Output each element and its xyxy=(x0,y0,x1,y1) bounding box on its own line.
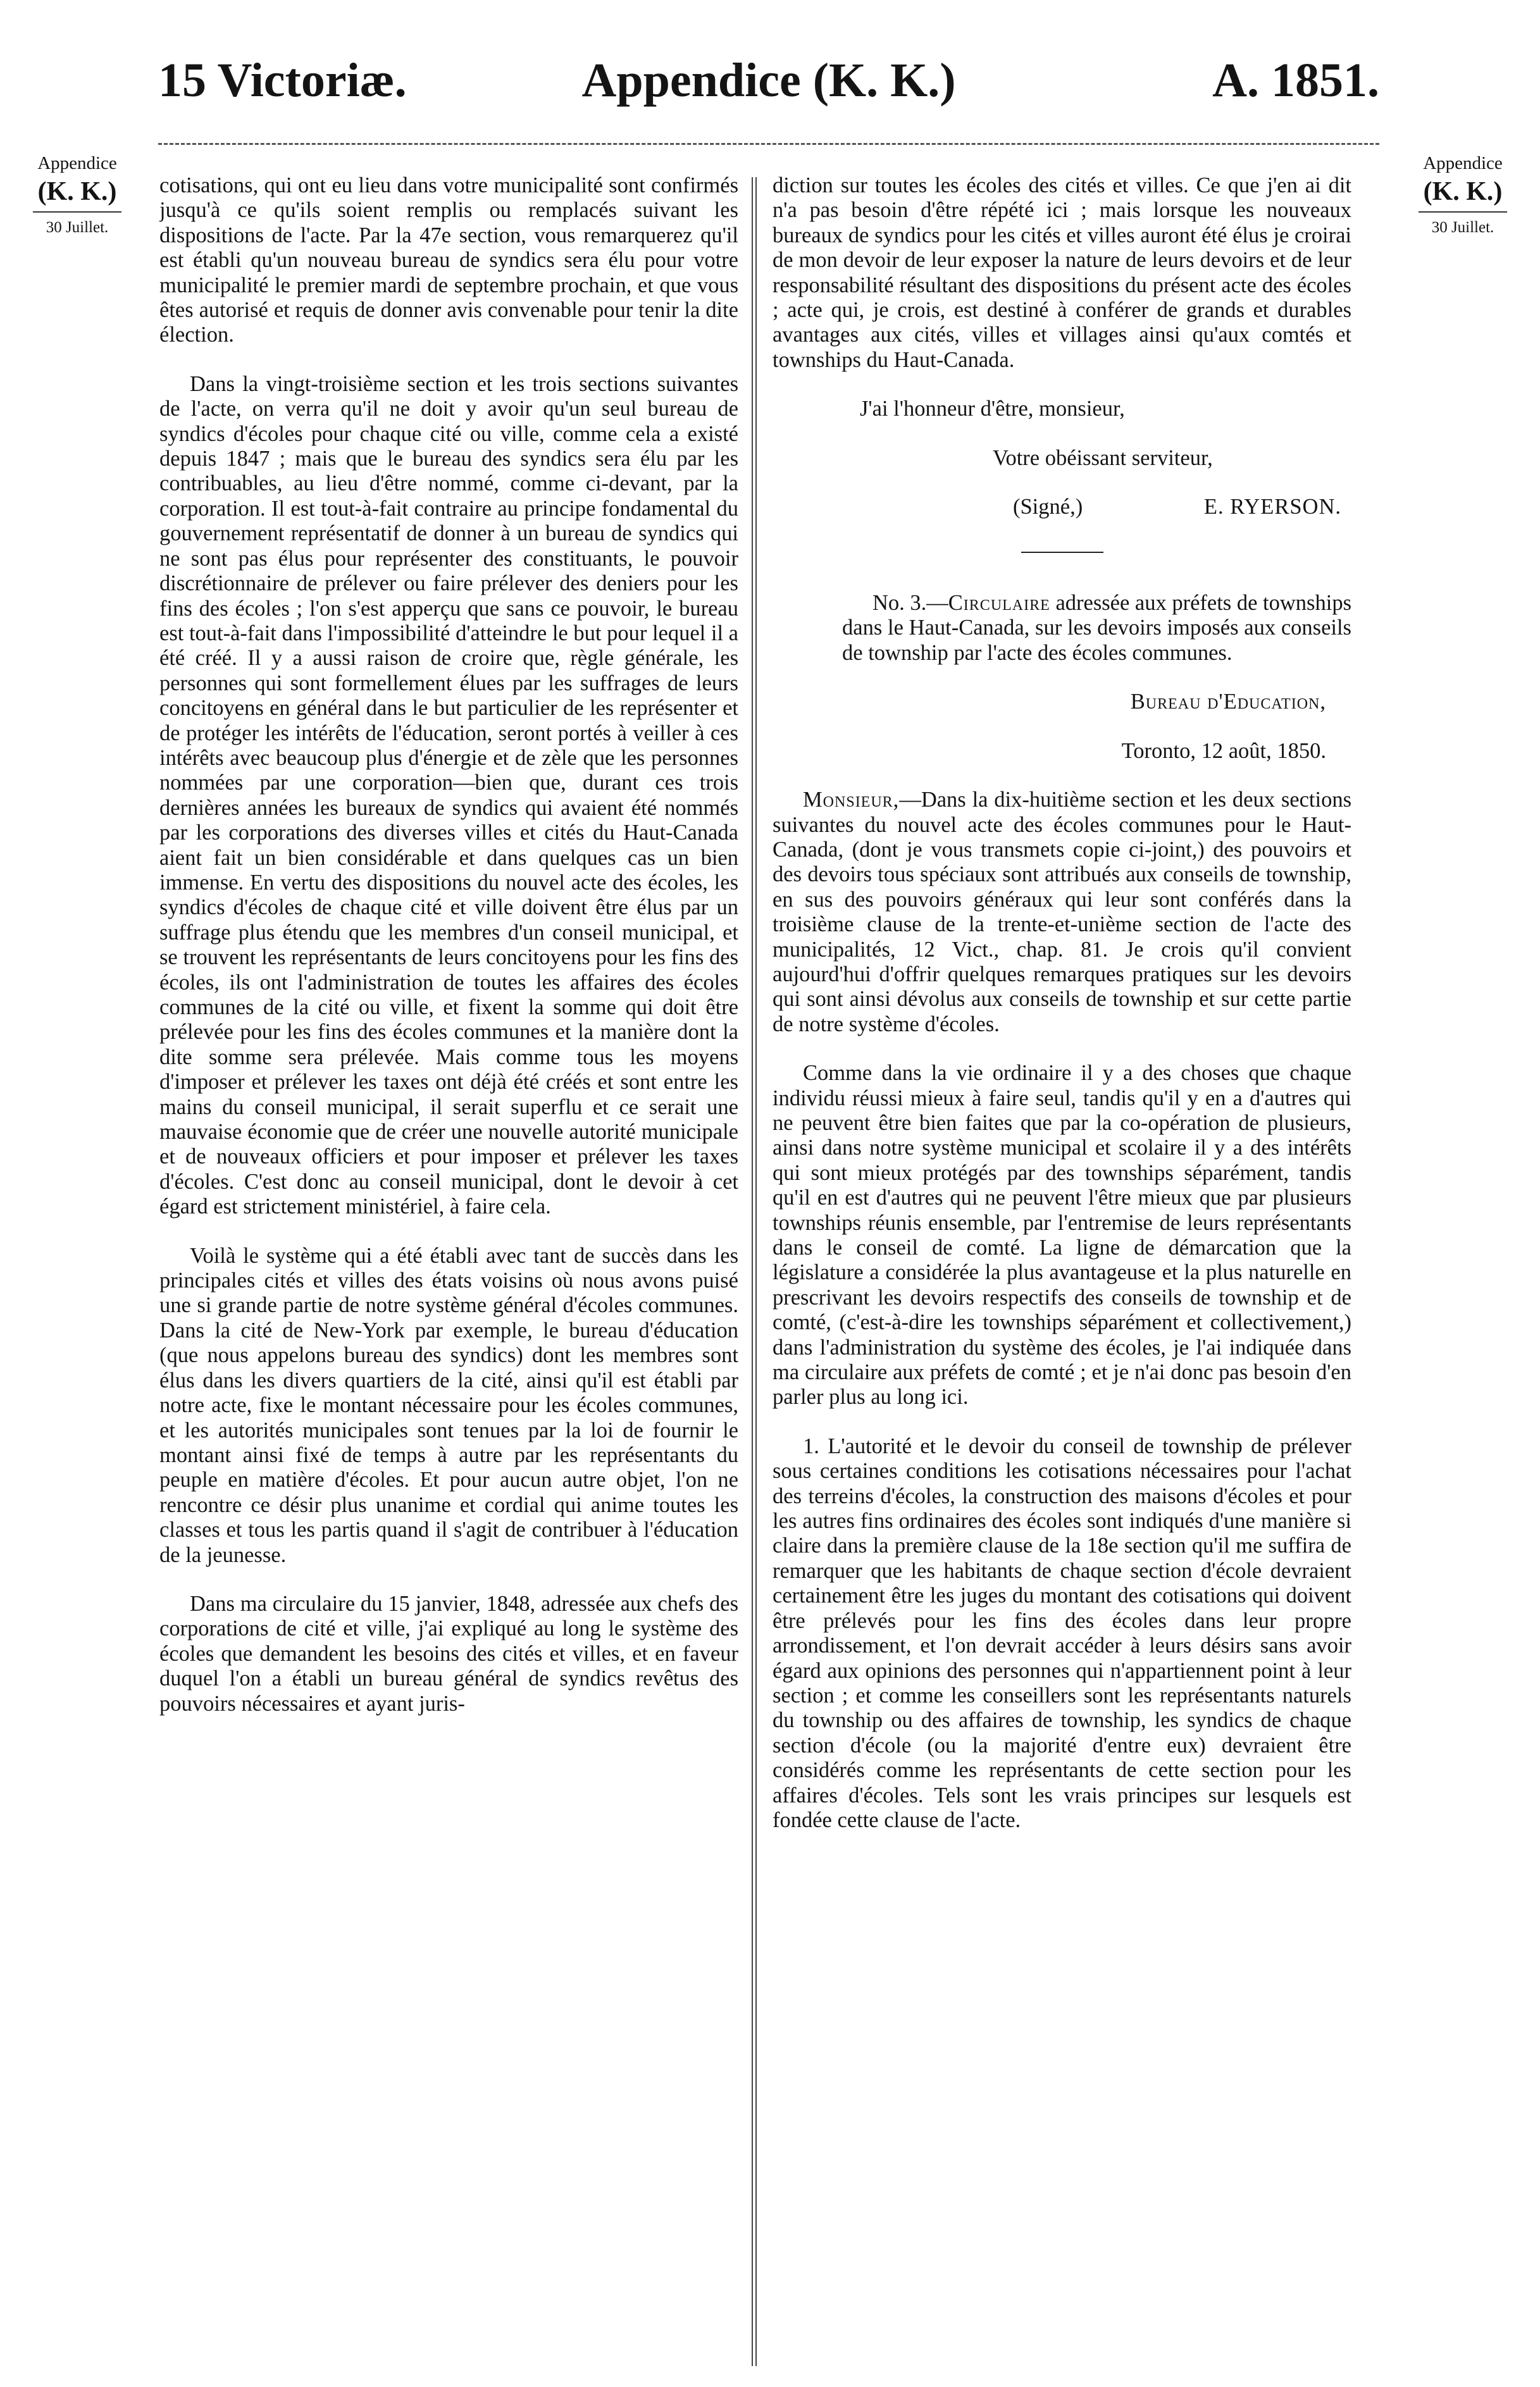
margin-note-rule xyxy=(1419,211,1507,213)
margin-note-rule xyxy=(33,211,121,213)
paragraph: Comme dans la vie ordinaire il y a des choses que chaque individu réussi mieux à faire seul, tandis qu'il y en a d'autres qui ne peuvent être bien faites que par la co-opération de plusieurs, ainsi dans notre système municipal et scolaire il y a des intérêts qui sont mieux protégés par des townships séparément, tandis qu'il en est d'autres qui ne peuvent l'être mieux que par plusieurs townships réunis ensemble, par l'entremise de leurs représentants dans le conseil de comté. La ligne de démarcation que la législature a considérée la plus avantageuse et la plus naturelle en prescrivant les devoirs respectifs des conseils de township et de comté, (c'est-à-dire les townships séparément et collectivement,) dans l'administration du système des écoles, je l'ai indiquée dans ma circulaire aux préfets de comté ; et je n'ai donc pas besoin d'en parler plus au long ici. xyxy=(773,1061,1351,1410)
circular-heading xyxy=(773,591,1351,666)
margin-note-code: (K. K.) xyxy=(1423,177,1503,206)
paragraph: cotisations, qui ont eu lieu dans votre municipalité sont confirmés jusqu'à ce qu'ils soient remplis ou remplacés suivant les dispositions de l'acte. Par la 47e section, vous remarquerez qu'il est établi qu'un nouveau bureau de syndics sera élu pour votre municipalité le premier mardi de septembre prochain, et que vous êtes autorisé et requis de donner avis convenable pour tenir la dite élection. xyxy=(159,173,738,347)
margin-note-label: Appendice xyxy=(37,153,117,173)
signature xyxy=(773,495,1351,526)
letter-date: Toronto, 12 août, 1850. xyxy=(1121,738,1326,763)
signatory-name: E. RYERSON. xyxy=(1203,495,1341,519)
paragraph: diction sur toutes les écoles des cités et villes. Ce que j'en ai dit n'a pas besoin d'être répété ici ; mais lorsque les nouveaux bureaux de syndics pour les cités et villes auront été élus je croirai de mon devoir de leur exposer la nature de leurs devoirs et de leur responsabilité résultant des dispositions du présent acte des écoles ; acte qui, je crois, est destiné à conférer de grands et durables avantages aux cités, villes et villages ainsi qu'aux comtés et townships du Haut-Canada. xyxy=(773,173,1351,372)
salutation: Monsieur, xyxy=(803,788,900,812)
circular-number: No. 3.— xyxy=(872,591,948,616)
paragraph: 1. L'autorité et le devoir du conseil de township de prélever sous certaines conditions les cotisations nécessaires pour l'achat des terreins d'écoles, la construction des maisons d'écoles et pour les autres fins ordinaires des écoles sont indiqués d'une manière si claire dans la première clause de la 18e section qu'il me suffira de remarquer que les habitants de chaque section d'école devraient certainement être les juges du montant des cotisations qui doivent être prélevés pour les fins des écoles dans leur propre arrondissement, et l'on devrait accéder à leurs désirs sans avoir égard aux opinions des personnes qui n'appartiennent point à leur section ; et comme les conseillers sont les représentants naturels du township ou des affaires de township, les syndics de chaque section d'école (ou la majorité d'entre eux) devraient être considérés comme les représentants de cette section pour les affaires d'écoles. Tels sont les vrais principes sur lesquels est fondée cette clause de l'acte. xyxy=(773,1434,1351,1832)
paragraph: Dans ma circulaire du 15 janvier, 1848, adressée aux chefs des corporations de cité et ville, j'ai expliqué au long le système des écoles que demandent les besoins des cités et villes, et en faveur duquel l'on a établi un bureau général de syndics revêtus des pouvoirs nécessaires et ayant juris- xyxy=(159,1591,738,1716)
right-column xyxy=(773,173,1351,2375)
closing-line: J'ai l'honneur d'être, monsieur, xyxy=(860,397,1125,421)
header-appendix-title: Appendice (K. K.) xyxy=(581,54,956,107)
page-header xyxy=(158,46,1379,115)
paragraph xyxy=(773,788,1351,1037)
header-year: A. 1851. xyxy=(1212,54,1379,107)
paragraph: Voilà le système qui a été établi avec tant de succès dans les principales cités et villes des états voisins où nous avons puisé une si grande partie de notre système général d'écoles communes. Dans la cité de New-York par exemple, le bureau d'éducation (que nous appelons bureau des syndics) dont les membres sont élus dans les divers quartiers de la cité, ainsi qu'il est établi par notre acte, fixe le montant nécessaire pour les écoles communes, et les autorités municipales sont tenues par la loi de fournir le montant ainsi fixé de temps à autre par les représentants du peuple en matière d'écoles. Et pour aucun autre objet, l'on ne rencontre ce désir plus unanime et cordial qui anime toutes les classes et tous les partis quand il s'agit de contribuer à l'éducation de la jeunesse. xyxy=(159,1243,738,1567)
header-session: 15 Victoriæ. xyxy=(158,54,407,107)
column-divider xyxy=(752,177,757,2366)
margin-note-right xyxy=(1400,151,1526,239)
bureau-line: Bureau d'Education, xyxy=(1130,690,1326,714)
header-divider xyxy=(158,143,1379,145)
left-column xyxy=(159,173,738,2375)
section-rule xyxy=(1021,552,1103,553)
paragraph: Dans la vingt-troisième section et les trois sections suivantes de l'acte, on verra qu'il ne doit y avoir qu'un seul bureau de syndics d'écoles pour chaque cité ou ville, comme cela a existé depuis 1847 ; mais que le bureau des syndics sera élu par les contribuables, au lieu d'être nommé, comme ci-devant, par la corporation. Il est tout-à-fait contraire au principe fondamental du gouvernement représentatif de donner à un bureau de syndics qui ne sont pas élus pour représenter des constituants, le pouvoir discrétionnaire de prélever ou faire prélever des deniers pour les fins des écoles ; l'on s'est apperçu que sans ce pouvoir, le bureau est tout-à-fait dans l'impossibilité d'atteindre le but pour lequel il a été créé. Il y a aussi raison de croire que, règle générale, les personnes qui sont formellement élues par les suffrages de leurs concitoyens en général dans le but particulier de les représenter et de protéger les intérêts de l'éducation, seront portés à veiller à ces intérêts avec beaucoup plus d'énergie et de zèle que les personnes nommées par une corporation—bien que, durant ces trois dernières années les bureaux de syndics qui avaient été nommés par les corporations des diverses villes et cités du Haut-Canada aient fait un bien considérable et dans quelques cas un bien immense. En vertu des dispositions du nouvel acte des écoles, les syndics d'écoles de chaque cité et ville doivent être élus par un suffrage plus étendu que les membres d'un conseil municipal, et se trouvent les représentants de leurs concitoyens pour les fins des écoles, ils ont l'administration de toutes les affaires des écoles communes de la cité ou ville, et fixent la somme qui doit être prélevée pour les fins des écoles communes et la manière dont la dite somme sera prélevée. Mais comme tous les moyens d'imposer et prélever les taxes ont déjà été créés et sont entre les mains du conseil municipal, il serait superflu et ce serait une mauvaise économie que de créer une nouvelle autorité municipale et de nouveaux officiers et pour imposer et prélever les taxes d'écoles. C'est donc au conseil municipal, dont le devoir à cet égard est strictement ministériel, à faire cela. xyxy=(159,371,738,1219)
closing-line: Votre obéissant serviteur, xyxy=(993,445,1213,470)
margin-note-label: Appendice xyxy=(1423,153,1503,173)
paragraph-text: —Dans la dix-huitième section et les deux sections suivantes du nouvel acte des écoles communes pour le Haut-Canada, (dont je vous transmets copie ci-joint,) des pouvoirs et des devoirs tous spéciaux sont attribués aux conseils de township, en sus des pouvoirs généraux qui leur sont conférés dans la troisième clause de la trente-et-unième section de l'acte des municipalités, 12 Vict., chap. 81. Je crois qu'il convient aujourd'hui d'offrir quelques remarques pratiques sur les devoirs qui sont ainsi dévolus aux conseils de township et sur cette partie de notre système d'écoles. xyxy=(773,788,1351,1036)
margin-note-code: (K. K.) xyxy=(37,177,117,206)
margin-note-left xyxy=(14,151,140,239)
circular-word: Circulaire xyxy=(948,591,1050,616)
circular-title: adressée aux préfets de townships dans le Haut-Canada, sur les devoirs imposés aux conseils de township par l'acte des écoles communes. xyxy=(842,591,1351,665)
margin-note-date: 30 Juillet. xyxy=(1431,219,1494,236)
signed-label: (Signé,) xyxy=(1013,495,1083,519)
margin-note-date: 30 Juillet. xyxy=(46,219,109,236)
